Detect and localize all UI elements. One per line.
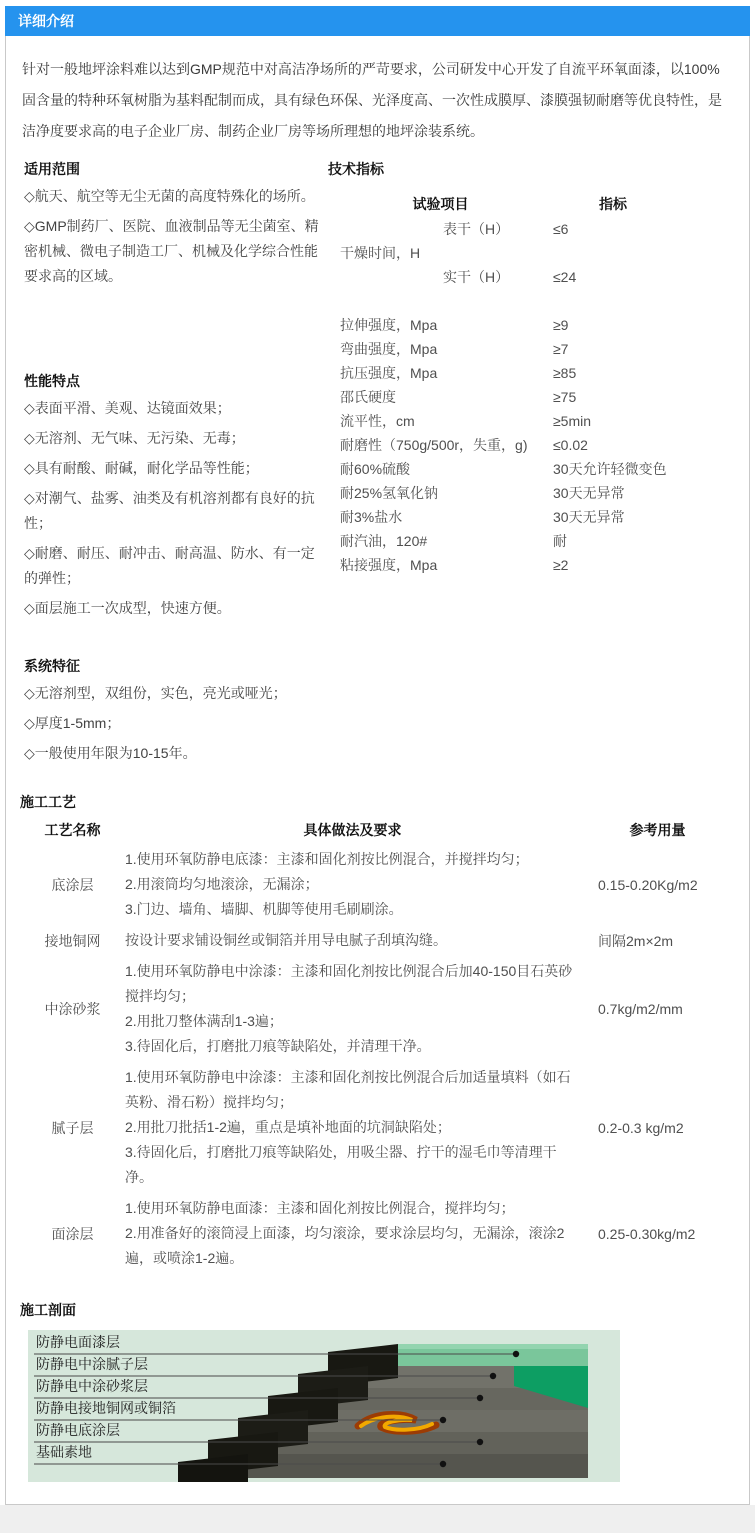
spec-item: 表干（H）	[443, 221, 510, 237]
feature-item: ◇表面平滑、美观、达镜面效果；	[24, 400, 231, 416]
spec-item: 耐汽油，120#	[340, 533, 428, 549]
spec-value: ≥5min	[553, 413, 592, 429]
tech-specs-header-row	[328, 191, 735, 217]
spec-item: 耐磨性（750g/500r，失重，g)	[340, 437, 528, 453]
spec-item: 拉伸强度，Mpa	[340, 317, 438, 333]
process-heading: 施工工艺	[20, 794, 76, 810]
process-name: 面涂层	[51, 1225, 94, 1242]
spec-value: 30天无异常	[553, 485, 625, 501]
two-column-area	[20, 153, 735, 626]
spec-value: ≥7	[553, 341, 569, 357]
scope-item: ◇GMP制药厂、医院、血液制品等无尘菌室、精密机械、微电子制造工厂、机械及化学综合性能要求高的区域。	[24, 218, 319, 284]
table-row	[328, 361, 735, 385]
spec-value: ≤0.02	[553, 437, 588, 453]
process-step: 2.用准备好的滚筒浸上面漆，均匀滚涂，要求涂层均匀，无漏涂，滚涂2遍，或喷涂1-2遍。	[125, 1225, 565, 1266]
column-header-process-detail: 具体做法及要求	[303, 822, 402, 838]
table-row	[328, 337, 735, 361]
table-row	[328, 553, 735, 577]
spec-value: 30天允许轻微变色	[553, 461, 667, 477]
features-heading: 性能特点	[24, 373, 80, 389]
spec-value: 30天无异常	[553, 509, 625, 525]
spec-group-label: 干燥时间，H	[340, 245, 421, 261]
layer-label: 防静电中涂砂浆层	[36, 1380, 148, 1395]
detail-content	[6, 36, 749, 1504]
process-step: 3.待固化后，打磨批刀痕等缺陷处，用吸尘器、拧干的湿毛巾等清理干净。	[125, 1144, 557, 1185]
column-header-dosage: 参考用量	[629, 822, 686, 838]
tech-specs-heading: 技术指标	[328, 161, 384, 177]
spec-value: ≥2	[553, 557, 569, 573]
column-header-indicator: 指标	[599, 196, 627, 212]
table-row	[328, 265, 735, 289]
spec-item: 耐3%盐水	[340, 509, 403, 525]
feature-item: ◇耐磨、耐压、耐冲击、耐高温、防水、有一定的弹性；	[24, 545, 315, 586]
process-step: 1.使用环氧防静电面漆：主漆和固化剂按比例混合，搅拌均匀；	[125, 1200, 515, 1216]
table-row	[328, 241, 735, 265]
process-detail	[125, 1196, 580, 1271]
table-row	[20, 956, 735, 1062]
spec-item: 实干（H）	[443, 269, 510, 285]
process-name: 腻子层	[51, 1119, 94, 1136]
spec-value: 耐	[553, 533, 567, 549]
table-row	[328, 433, 735, 457]
tech-specs-table	[328, 191, 735, 577]
process-dosage: 0.7kg/m2/mm	[598, 1001, 683, 1017]
process-dosage: 0.15-0.20Kg/m2	[598, 876, 698, 893]
system-features-heading: 系统特征	[24, 658, 80, 674]
process-detail	[125, 847, 580, 922]
table-row	[328, 505, 735, 529]
layer-label: 防静电接地铜网或铜箔	[36, 1402, 176, 1417]
scope-item: ◇航天、航空等无尘无菌的高度特殊化的场所。	[24, 188, 315, 204]
spec-item: 抗压强度，Mpa	[340, 365, 438, 381]
spec-item: 耐60%硫酸	[340, 461, 411, 477]
feature-item: ◇面层施工一次成型，快速方便。	[24, 600, 231, 616]
system-item: ◇厚度1-5mm；	[24, 715, 121, 731]
table-row	[20, 1193, 735, 1274]
table-row	[328, 385, 735, 409]
spec-item: 流平性，cm	[340, 413, 415, 429]
spec-item: 弯曲强度，Mpa	[340, 341, 438, 357]
process-detail	[125, 1065, 580, 1190]
process-dosage: 0.2-0.3 kg/m2	[598, 1119, 684, 1136]
process-dosage: 0.25-0.30kg/m2	[598, 1225, 696, 1242]
detail-panel	[5, 6, 750, 1505]
process-name: 接地铜网	[44, 932, 101, 949]
table-row	[328, 481, 735, 505]
process-name: 底涂层	[51, 876, 94, 893]
spec-value: ≤6	[553, 221, 569, 237]
table-row	[20, 1062, 735, 1193]
column-header-process-name: 工艺名称	[44, 822, 101, 838]
right-column	[324, 153, 735, 626]
feature-item: ◇对潮气、盐雾、油类及有机溶剂都有良好的抗性；	[24, 490, 315, 531]
system-item: ◇一般使用年限为10-15年。	[24, 745, 197, 761]
table-spacer	[328, 289, 735, 313]
process-step: 1.使用环氧防静电中涂漆：主漆和固化剂按比例混合后加适量填料（如石英粉、滑石粉）搅拌均匀；	[125, 1069, 571, 1110]
section-title-bar	[5, 6, 750, 36]
layer-label: 防静电底涂层	[36, 1424, 120, 1439]
table-row	[328, 529, 735, 553]
spec-value: ≥85	[553, 365, 577, 381]
spec-value	[553, 241, 735, 265]
table-row	[328, 313, 735, 337]
cross-section-heading: 施工剖面	[20, 1302, 76, 1318]
layer-label: 防静电面漆层	[36, 1336, 120, 1351]
process-detail	[125, 959, 580, 1059]
process-step: 按设计要求铺设铜丝或铜箔并用导电腻子刮填沟缝。	[125, 932, 447, 948]
process-dosage: 间隔2m×2m	[598, 932, 674, 949]
feature-item: ◇具有耐酸、耐碱，耐化学品等性能；	[24, 460, 259, 476]
table-row	[328, 457, 735, 481]
construction-process-section	[20, 792, 735, 1274]
process-step: 3.门边、墙角、墙脚、机脚等使用毛刷刷涂。	[125, 901, 403, 917]
process-step: 1.使用环氧防静电底漆：主漆和固化剂按比例混合，并搅拌均匀；	[125, 851, 529, 867]
process-header-row	[20, 816, 735, 844]
process-detail	[125, 928, 580, 953]
spec-item: 邵氏硬度	[340, 389, 396, 405]
table-row	[20, 844, 735, 925]
process-name: 中涂砂浆	[44, 1001, 101, 1017]
column-header-test-item: 试验项目	[412, 196, 469, 212]
spec-value: ≤24	[553, 269, 577, 285]
spec-value: ≥9	[553, 317, 569, 333]
layer-label: 基础素地	[36, 1446, 92, 1461]
spec-item: 耐25%氢氧化钠	[340, 485, 439, 501]
process-step: 2.用批刀整体满刮1-3遍；	[125, 1013, 283, 1029]
table-row	[20, 925, 735, 956]
layer-label: 防静电中涂腻子层	[36, 1358, 148, 1373]
cross-section-diagram	[28, 1330, 620, 1482]
spec-item: 粘接强度，Mpa	[340, 557, 438, 573]
left-column	[20, 153, 324, 626]
cross-section-section	[20, 1300, 735, 1482]
process-step: 1.使用环氧防静电中涂漆：主漆和固化剂按比例混合后加40-150目石英砂搅拌均匀；	[125, 963, 573, 1004]
title-bar-text: 详细介绍	[18, 13, 74, 29]
process-step: 2.用批刀批括1-2遍，重点是填补地面的坑洞缺陷处；	[125, 1119, 451, 1135]
table-row	[328, 217, 735, 241]
system-features-section	[20, 656, 735, 766]
page-background-strip	[0, 1505, 755, 1533]
system-item: ◇无溶剂型，双组份，实色，亮光或哑光；	[24, 685, 287, 701]
feature-item: ◇无溶剂、无气味、无污染、无毒；	[24, 430, 245, 446]
process-step: 3.待固化后，打磨批刀痕等缺陷处，并清理干净。	[125, 1038, 431, 1054]
intro-paragraph: 针对一般地坪涂料难以达到GMP规范中对高洁净场所的严苛要求，公司研发中心开发了自流平环氧面漆，以100%固含量的特种环氧树脂为基料配制而成，具有绿色环保、光泽度高、一次性成膜厚、漆膜强韧耐磨等优良特性，是洁净度要求高的电子企业厂房、制药企业厂房等场所理想的地坪涂装系统。	[22, 61, 722, 139]
scope-heading: 适用范围	[24, 161, 80, 177]
process-step: 2.用滚筒均匀地滚涂，无漏涂；	[125, 876, 319, 892]
table-row	[328, 409, 735, 433]
spec-value: ≥75	[553, 389, 577, 405]
